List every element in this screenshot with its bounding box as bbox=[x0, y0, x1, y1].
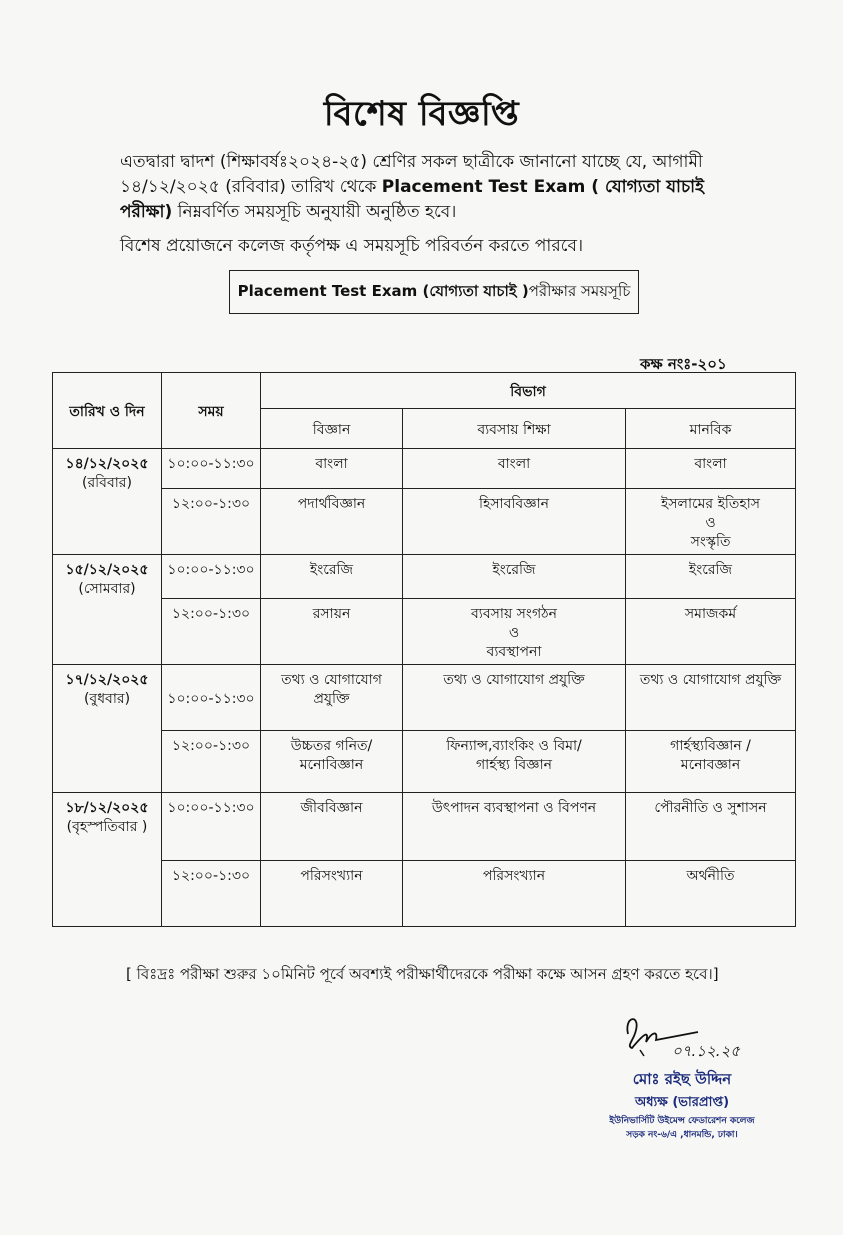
header-department: বিভাগ bbox=[261, 373, 796, 409]
header-date-day: তারিখ ও দিন bbox=[53, 373, 162, 449]
time-cell: ১০:০০-১১:৩০ bbox=[162, 665, 261, 731]
science-subject-cell: ইংরেজি bbox=[261, 555, 403, 599]
science-subject-cell: জীববিজ্ঞান bbox=[261, 793, 403, 861]
business-subject-cell: বাংলা bbox=[403, 449, 626, 489]
signature-image bbox=[612, 1006, 782, 1066]
header-business: ব্যবসায় শিক্ষা bbox=[403, 409, 626, 449]
notice-paragraph-1 bbox=[120, 150, 740, 225]
business-subject-cell: ব্যবসায় সংগঠন ও ব্যবস্থাপনা bbox=[403, 599, 626, 665]
exam-date: ১৭/১২/২০২৫ bbox=[65, 672, 149, 688]
exam-schedule-table bbox=[52, 372, 796, 927]
business-subject-cell: ইংরেজি bbox=[403, 555, 626, 599]
date-day-cell bbox=[53, 793, 162, 927]
humanities-subject-cell: ইংরেজি bbox=[626, 555, 796, 599]
table-row bbox=[53, 555, 796, 599]
signature-date: ০৭.১২.২৫ bbox=[672, 1042, 741, 1060]
business-subject-cell: হিসাববিজ্ঞান bbox=[403, 489, 626, 555]
paragraph-1-text-a: এতদ্বারা দ্বাদশ (শিক্ষাবর্ষঃ২০২৪-২৫) শ্রেণির সকল ছাত্রীকে জানানো যাচ্ছে যে, আগামী ১৪/১২/২০২৫ (রবিবার) তারিখ থেকে bbox=[120, 152, 703, 197]
humanities-subject-cell: বাংলা bbox=[626, 449, 796, 489]
schedule-heading-box bbox=[229, 270, 639, 314]
science-subject-cell: তথ্য ও যোগাযোগ প্রযুক্তি bbox=[261, 665, 403, 731]
signatory-institution: ইউনিভার্সিটি উইমেন্স ফেডারেশন কলেজ bbox=[609, 1116, 755, 1126]
science-subject-cell: রসায়ন bbox=[261, 599, 403, 665]
paragraph-1-text-c: নিম্নবর্ণিত সময়সূচি অনুযায়ী অনুষ্ঠিত হবে। bbox=[172, 202, 457, 222]
footer-note: [ বিঃদ্রঃ পরীক্ষা শুরুর ১০মিনিট পূর্বে অবশ্যই পরীক্ষার্থীদেরকে পরীক্ষা কক্ষে আসন গ্রহণ করতে হবে।] bbox=[126, 965, 719, 983]
notice-title: বিশেষ বিজ্ঞপ্তি bbox=[323, 94, 520, 134]
exam-day: (বৃহস্পতিবার ) bbox=[66, 819, 148, 835]
date-day-cell bbox=[53, 449, 162, 555]
exam-date: ১৫/১২/২০২৫ bbox=[65, 562, 149, 578]
notice-paragraph-2: বিশেষ প্রয়োজনে কলেজ কর্তৃপক্ষ এ সময়সূচি পরিবর্তন করতে পারবে। bbox=[120, 236, 584, 256]
humanities-subject-cell: তথ্য ও যোগাযোগ প্রযুক্তি bbox=[626, 665, 796, 731]
science-subject-cell: পদার্থবিজ্ঞান bbox=[261, 489, 403, 555]
time-cell: ১০:০০-১১:৩০ bbox=[162, 449, 261, 489]
business-subject-cell: তথ্য ও যোগাযোগ প্রযুক্তি bbox=[403, 665, 626, 731]
business-subject-cell: উৎপাদন ব্যবস্থাপনা ও বিপণন bbox=[403, 793, 626, 861]
signatory-name: মোঃ রইছ উদ্দিন bbox=[632, 1070, 732, 1088]
table-row bbox=[53, 861, 796, 927]
table-row bbox=[53, 449, 796, 489]
date-day-cell bbox=[53, 665, 162, 793]
table-row bbox=[53, 599, 796, 665]
science-subject-cell: উচ্চতর গনিত/ মনোবিজ্ঞান bbox=[261, 731, 403, 793]
schedule-heading-bold: Placement Test Exam (যোগ্যতা যাচাই ) bbox=[237, 281, 529, 300]
humanities-subject-cell: সমাজকর্ম bbox=[626, 599, 796, 665]
header-science: বিজ্ঞান bbox=[261, 409, 403, 449]
business-subject-cell: পরিসংখ্যান bbox=[403, 861, 626, 927]
time-cell: ১০:০০-১১:৩০ bbox=[162, 555, 261, 599]
signatory-address: সড়ক নং-৬/এ ,ধানমন্ডি, ঢাকা। bbox=[626, 1130, 738, 1140]
humanities-subject-cell: গার্হস্থ্যবিজ্ঞান / মনোবজ্ঞান bbox=[626, 731, 796, 793]
schedule-body bbox=[53, 449, 796, 927]
schedule-heading-rest: পরীক্ষার সময়সূচি bbox=[528, 281, 631, 300]
business-subject-cell: ফিন্যান্স,ব্যাংকিং ও বিমা/ গার্হস্থ্য বিজ্ঞান bbox=[403, 731, 626, 793]
time-cell: ১২:০০-১:৩০ bbox=[162, 489, 261, 555]
exam-date: ১৮/১২/২০২৫ bbox=[65, 800, 149, 816]
exam-date: ১৪/১২/২০২৫ bbox=[65, 456, 149, 472]
humanities-subject-cell: পৌরনীতি ও সুশাসন bbox=[626, 793, 796, 861]
science-subject-cell: বাংলা bbox=[261, 449, 403, 489]
exam-day: (রবিবার) bbox=[82, 475, 132, 491]
table-row bbox=[53, 665, 796, 731]
table-row bbox=[53, 793, 796, 861]
signatory-title: অধ্যক্ষ (ভারপ্রাপ্ত) bbox=[634, 1095, 730, 1110]
room-number: কক্ষ নংঃ-২০১ bbox=[640, 355, 727, 373]
time-cell: ১২:০০-১:৩০ bbox=[162, 731, 261, 793]
date-day-cell bbox=[53, 555, 162, 665]
table-row bbox=[53, 489, 796, 555]
signatory-block bbox=[582, 1068, 782, 1142]
humanities-subject-cell: ইসলামের ইতিহাস ও সংস্কৃতি bbox=[626, 489, 796, 555]
time-cell: ১২:০০-১:৩০ bbox=[162, 599, 261, 665]
humanities-subject-cell: অর্থনীতি bbox=[626, 861, 796, 927]
table-row bbox=[53, 731, 796, 793]
exam-day: (সোমবার) bbox=[78, 581, 136, 597]
exam-day: (বুধবার) bbox=[83, 691, 131, 707]
header-humanities: মানবিক bbox=[626, 409, 796, 449]
time-cell: ১০:০০-১১:৩০ bbox=[162, 793, 261, 861]
time-cell: ১২:০০-১:৩০ bbox=[162, 861, 261, 927]
science-subject-cell: পরিসংখ্যান bbox=[261, 861, 403, 927]
header-time: সময় bbox=[162, 373, 261, 449]
paragraph-1-exam-name: Placement Test Exam ( যোগ্যতা যাচাই পরীক্ষা) bbox=[120, 177, 704, 222]
